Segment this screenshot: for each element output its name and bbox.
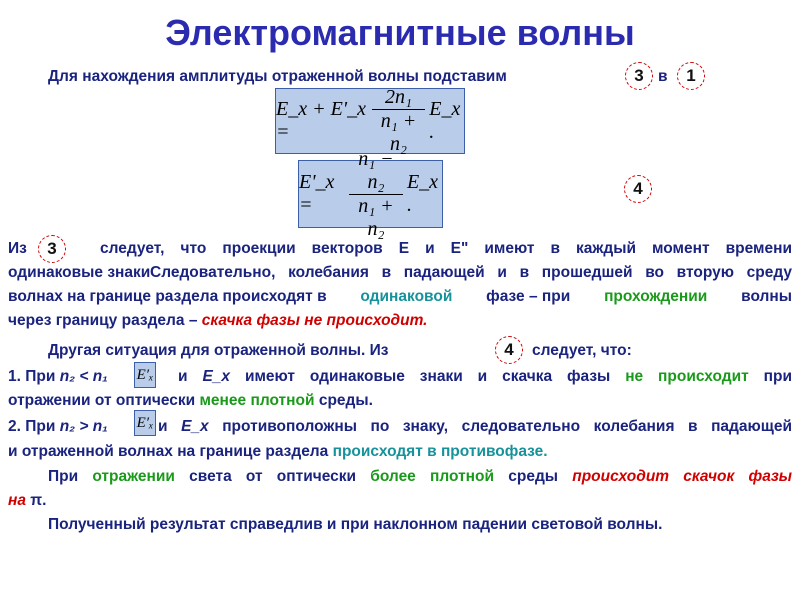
para1-l3-same: одинаковой [360, 288, 453, 305]
case1-prefix [8, 368, 108, 386]
ref-eq-1: 1 [677, 62, 705, 90]
eq2-fraction [349, 148, 403, 241]
eq1-rhs: E_x . [429, 98, 461, 143]
ref-eq-4-inline: 4 [495, 336, 523, 364]
para3-line2 [8, 492, 46, 510]
para1-line1: следует, что проекции векторов E и E" имеют в каждый момент времени [100, 240, 792, 257]
para3-on: на [8, 492, 26, 509]
para3-e: среды [508, 468, 559, 485]
eq1-numerator: 2n₁ [372, 86, 426, 110]
case1-l2-a: отражении от оптически [8, 392, 196, 409]
eq1-fraction [372, 86, 426, 156]
eq1-lhs: E_x + E'_x = [276, 98, 366, 143]
para3-phase-jump: происходит скачок фазы [572, 468, 792, 485]
case1-not-occurs: не происходит [625, 368, 749, 385]
intro-text: Для нахождения амплитуды отраженной волны подставим [48, 68, 507, 85]
case1-l2-c: среды. [318, 392, 373, 409]
case2-line2 [8, 443, 548, 461]
para3-a: При [48, 468, 79, 485]
para1-same-signs: одинаковые знаки [8, 264, 151, 281]
para3-reflection: отражении [92, 468, 175, 485]
case2-ex: E_x [181, 418, 209, 435]
case1-ex-prime-box: E′ₓ [134, 362, 156, 388]
para1-l3-passing: прохождении [604, 288, 708, 305]
para1-l4-a: через границу раздела – [8, 312, 198, 329]
case1-condition: n₂ < n₁ [59, 368, 108, 385]
eq2-numerator: n₁ − n₂ [349, 148, 403, 195]
ref-eq-3-inline: 3 [38, 235, 66, 263]
para1-line4 [8, 312, 427, 330]
para3-pi: π. [30, 492, 47, 509]
para1-l3-a: волнах на границе раздела происходят в [8, 288, 327, 305]
case2-and: и [158, 418, 168, 435]
case2-ex-prime-box: E′ₓ [134, 410, 156, 436]
case1-ex: E_x [202, 368, 231, 385]
para2-text: Другая ситуация для отраженной волны. Из [48, 342, 389, 359]
para1-l3-e: волны [741, 288, 792, 305]
case1-c: имеют одинаковые знаки и скачка фазы [244, 368, 611, 385]
para1-line2: Следовательно, колебания в падающей и в прошедшей во вторую среду [150, 264, 792, 281]
case1-a: 1. При [8, 368, 56, 385]
para1-line3 [8, 288, 792, 306]
para1-from: Из [8, 240, 27, 257]
case1-e: при [763, 368, 793, 385]
case2-a: 2. При [8, 418, 56, 435]
eq-label-4: 4 [624, 175, 652, 203]
page-title: Электромагнитные волны [165, 12, 635, 53]
case2-condition: n₂ > n₁ [59, 418, 108, 435]
case2-prefix [8, 418, 108, 436]
case1-and: и [178, 368, 188, 385]
eq2-lhs: E'_x = [299, 171, 335, 216]
eq2-rhs: E_x . [406, 171, 439, 216]
case2-l2-a: и отраженной волнах на границе раздела [8, 443, 329, 460]
equation-3-box [275, 88, 465, 154]
para1-l3-c: фазе – при [486, 288, 571, 305]
para2-follows: следует, что: [532, 342, 632, 359]
conclusion-text: Полученный результат справедлив и при наклонном падении световой волны. [48, 516, 663, 533]
eq1-denominator: n₁ + n₂ [380, 110, 417, 155]
eq2-denominator: n₁ + n₂ [358, 194, 394, 240]
case1-less-dense: менее плотной [199, 392, 315, 409]
para3-line1 [48, 468, 792, 486]
para3-more-dense: более плотной [370, 468, 495, 485]
equation-4-box [298, 147, 443, 240]
case1-line1 [178, 368, 792, 386]
into-word: в [658, 68, 668, 85]
case2-antiphase: происходят в противофазе. [332, 443, 548, 460]
para1-no-phase-jump: скачка фазы не происходит. [201, 312, 428, 329]
case2-c: противоположны по знаку, следовательно колебания в падающей [222, 418, 792, 435]
case1-line2 [8, 392, 373, 410]
ref-eq-3: 3 [625, 62, 653, 90]
case2-line1 [158, 418, 792, 436]
para3-c: света от оптически [189, 468, 357, 485]
